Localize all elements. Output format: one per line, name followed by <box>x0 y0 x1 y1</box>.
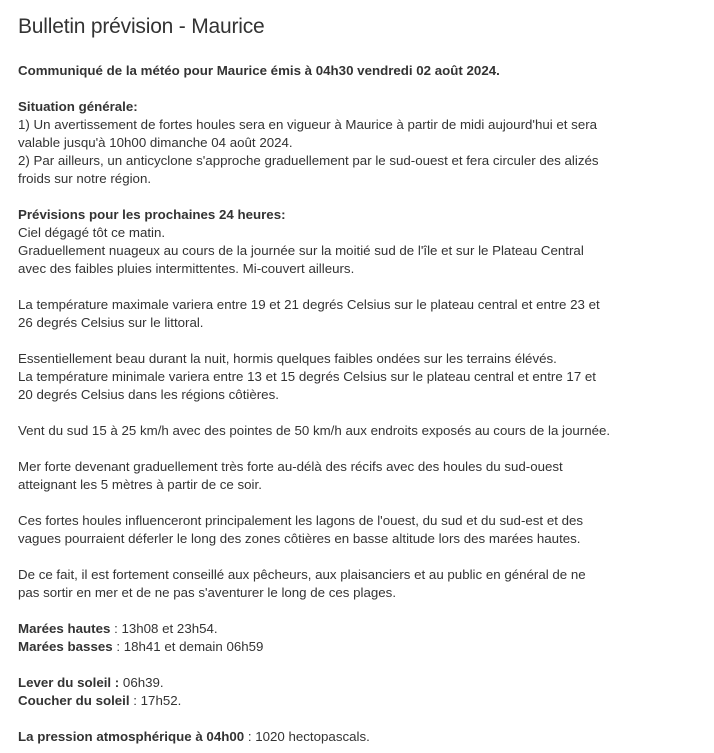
marees-hautes-label: Marées hautes <box>18 621 111 636</box>
situation-line: 1) Un avertissement de fortes houles sera en vigueur à Maurice à partir de midi aujourd'hui et sera <box>18 117 598 132</box>
pression-row <box>18 728 698 746</box>
forecast-line: Ciel dégagé tôt ce matin. <box>18 225 166 240</box>
coucher-soleil-label: Coucher du soleil <box>18 693 130 708</box>
forecast-line: atteignant les 5 mètres à partir de ce soir. <box>18 477 262 492</box>
coucher-soleil-value: : 17h52. <box>129 693 182 708</box>
forecast-line: De ce fait, il est fortement conseillé aux pêcheurs, aux plaisanciers et au public en général de ne <box>18 567 586 582</box>
marees-hautes-value: : 13h08 et 23h54. <box>110 621 218 636</box>
forecast-line: 20 degrés Celsius dans les régions côtières. <box>18 387 279 402</box>
forecast-line: avec des faibles pluies intermittentes. Mi-couvert ailleurs. <box>18 261 355 276</box>
forecast-line: La température minimale variera entre 13 et 15 degrés Celsius sur le plateau central et entre 17 et <box>18 369 596 384</box>
intro-text: Communiqué de la météo pour Maurice émis à 04h30 vendredi 02 août 2024. <box>18 63 500 78</box>
pression-label: La pression atmosphérique à 04h00 <box>18 729 245 744</box>
situation-line: froids sur notre région. <box>18 171 152 186</box>
forecast-line: Mer forte devenant graduellement très forte au-délà des récifs avec des houles du sud-ouest <box>18 459 563 474</box>
forecast-line: 26 degrés Celsius sur le littoral. <box>18 315 204 330</box>
lever-soleil-value: 06h39. <box>119 675 164 690</box>
previsions-heading: Prévisions pour les prochaines 24 heures: <box>18 207 286 222</box>
marees-hautes-row <box>18 620 698 638</box>
forecast-line: Graduellement nuageux au cours de la journée sur la moitié sud de l'île et sur le Plateau Central <box>18 243 584 258</box>
lever-soleil-row <box>18 674 698 692</box>
forecast-line: Vent du sud 15 à 25 km/h avec des pointes de 50 km/h aux endroits exposés au cours de la journée. <box>18 423 611 438</box>
situation-heading: Situation générale: <box>18 99 138 114</box>
forecast-line: Ces fortes houles influenceront principalement les lagons de l'ouest, du sud et du sud-est et des <box>18 513 584 528</box>
pression-value: : 1020 hectopascals. <box>244 729 370 744</box>
marees-basses-label: Marées basses <box>18 639 113 654</box>
marees-basses-row <box>18 638 698 656</box>
page-title: Bulletin prévision - Maurice <box>18 15 265 38</box>
situation-line: valable jusqu'à 10h00 dimanche 04 août 2024. <box>18 135 293 150</box>
lever-soleil-label: Lever du soleil : <box>18 675 120 690</box>
forecast-line: pas sortir en mer et de ne pas s'aventurer le long de ces plages. <box>18 585 397 600</box>
forecast-line: Essentiellement beau durant la nuit, hormis quelques faibles ondées sur les terrains élévés. <box>18 351 557 366</box>
forecast-line: vagues pourraient déferler le long des zones côtières en basse altitude lors des marées hautes. <box>18 531 581 546</box>
coucher-soleil-row <box>18 692 698 710</box>
marees-basses-value: : 18h41 et demain 06h59 <box>112 639 264 654</box>
forecast-line: La température maximale variera entre 19 et 21 degrés Celsius sur le plateau central et entre 23 et <box>18 297 600 312</box>
situation-line: 2) Par ailleurs, un anticyclone s'approche graduellement par le sud-ouest et fera circuler des alizés <box>18 153 599 168</box>
